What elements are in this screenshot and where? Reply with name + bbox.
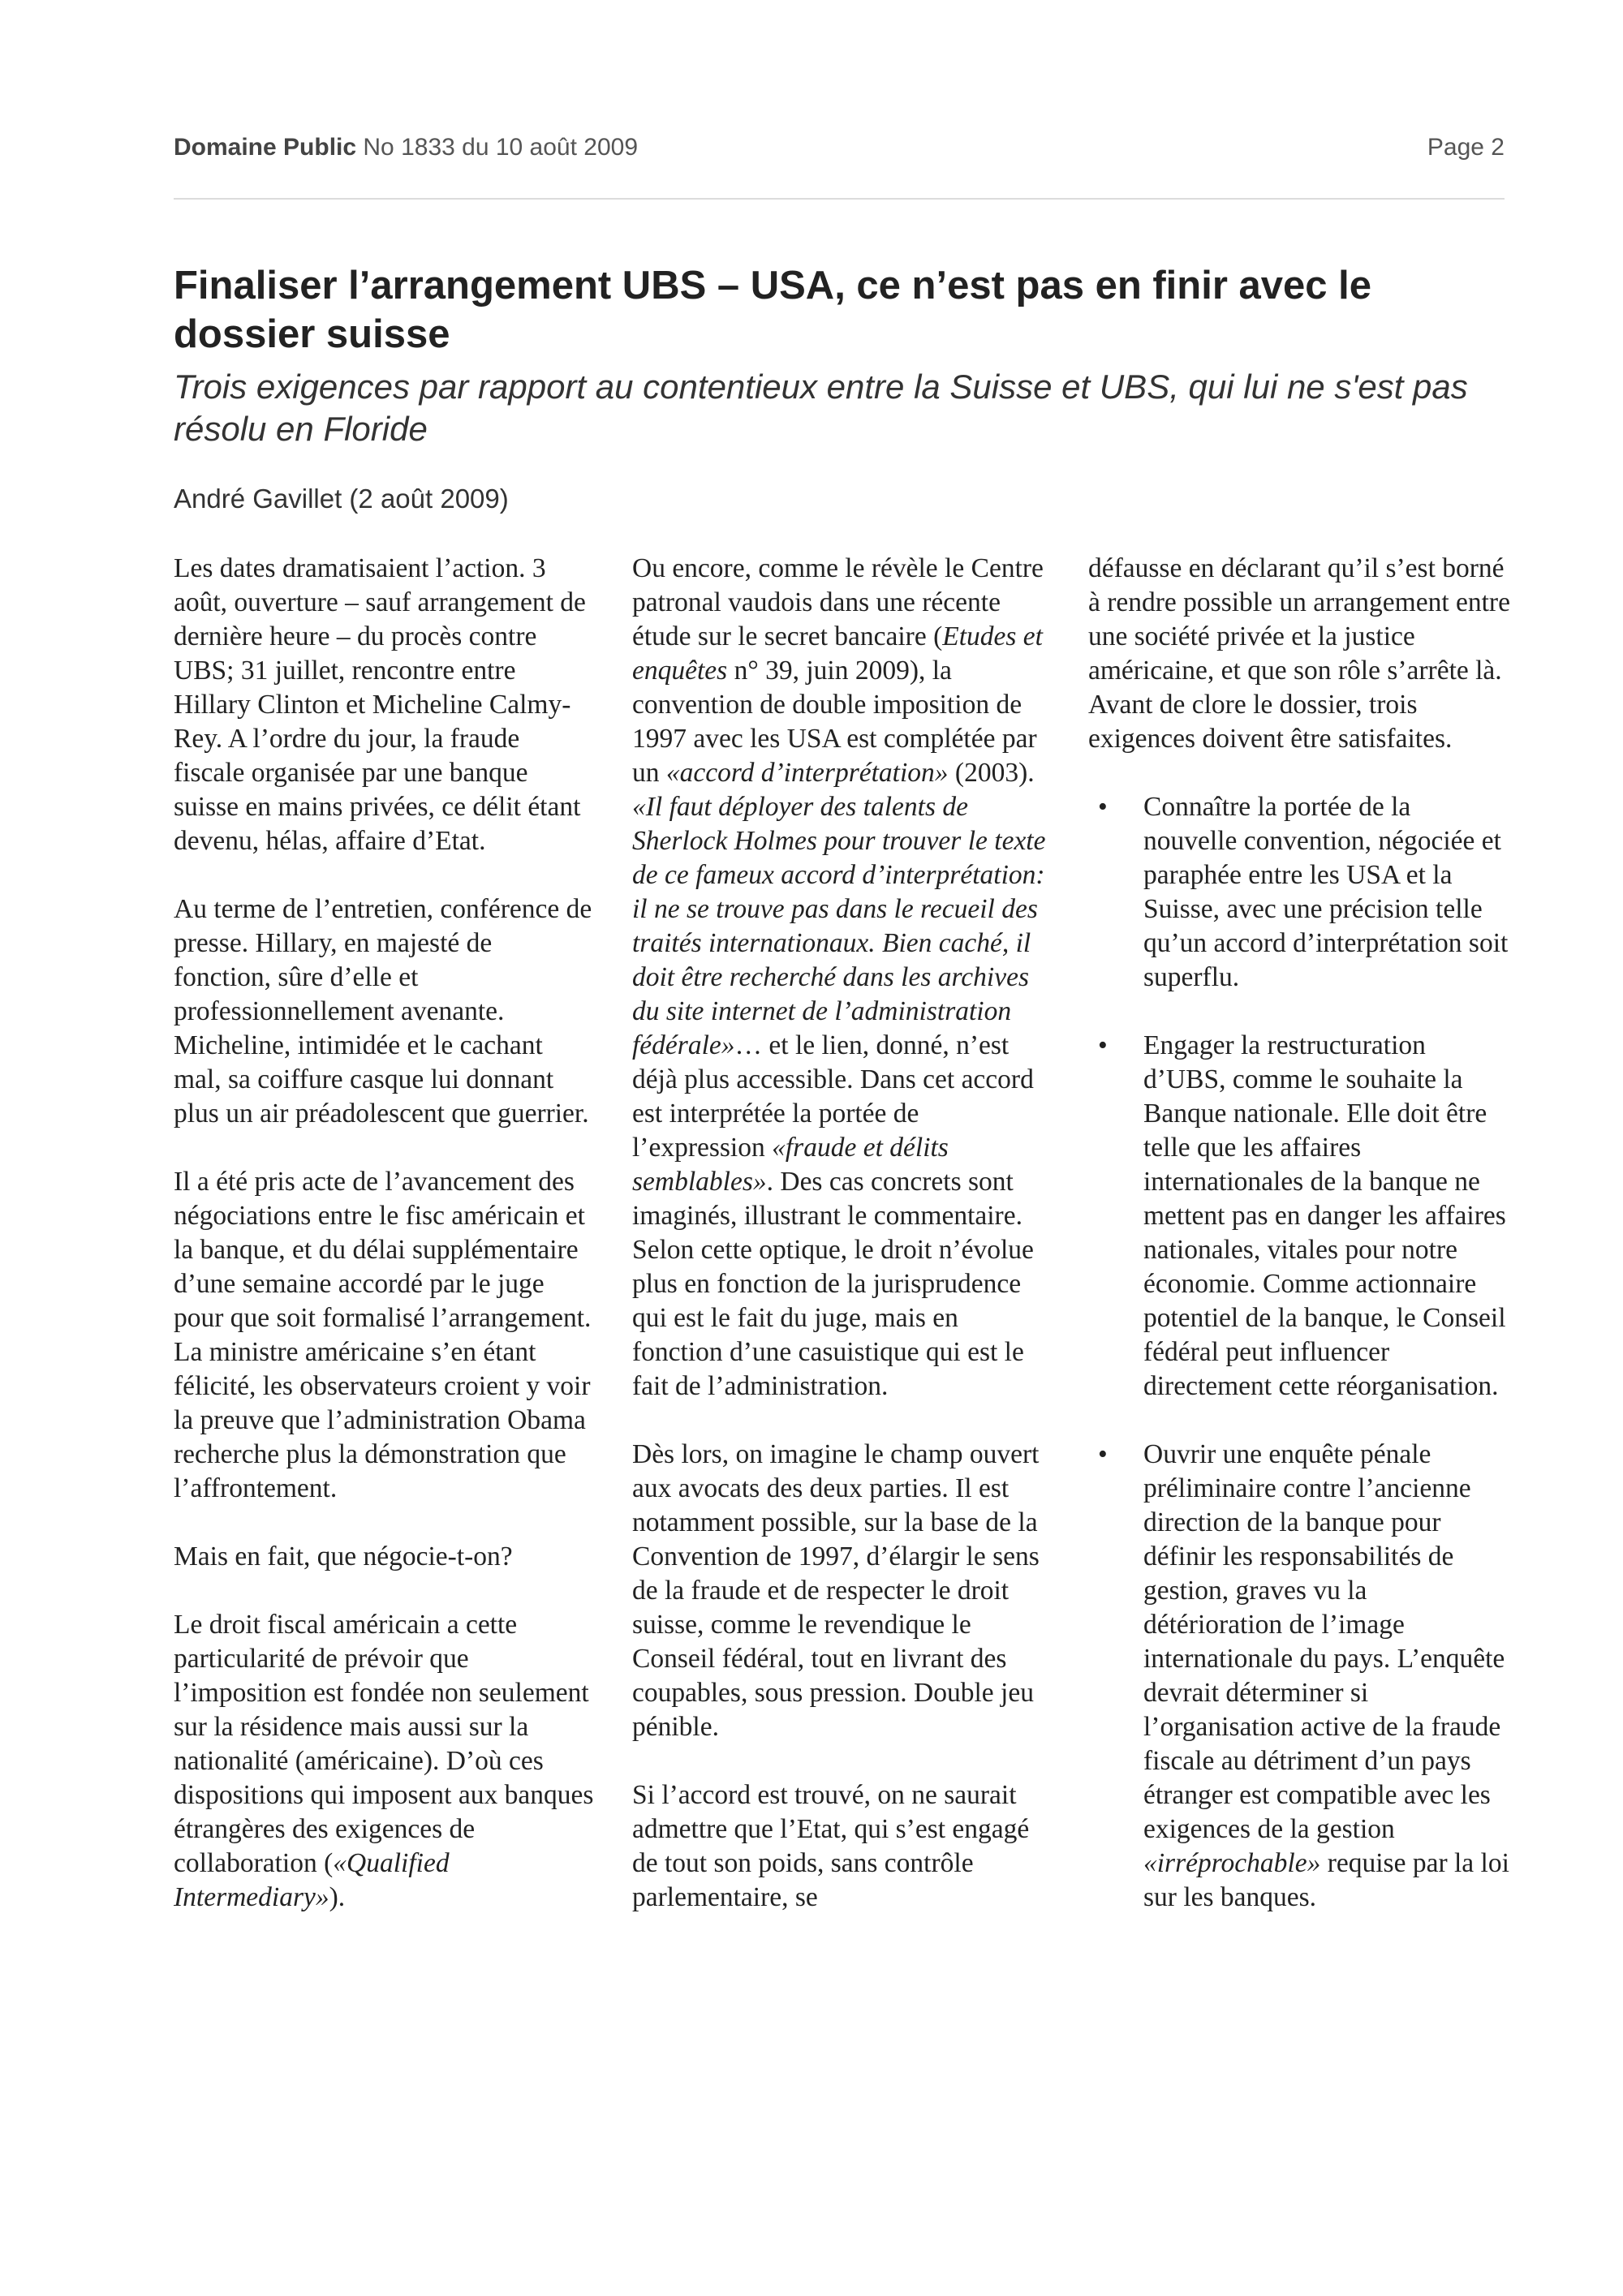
- list-item: [1088, 1438, 1510, 1915]
- paragraph: Il a été pris acte de l’avancement des négociations entre le fisc américain et la banque, et du délai supplémentaire d’une semaine accordé par le juge pour que soit formalisé l’arrangement. La ministre américaine s’en étant félicité, les observateurs croient y voir la preuve que l’administration Obama recherche plus la démonstration que l’affrontement.: [174, 1167, 592, 1503]
- text-run: ).: [329, 1882, 346, 1912]
- list-item-text: Ouvrir une enquête pénale préliminaire contre l’ancienne direction de la banque pour définir les responsabilités de gestion, graves vu la détérioration de l’image internationale du pays. L’enquête devrait déterminer si l’organisation active de la fraude fiscale au détriment d’un pays étranger est compatible avec les exigences de la gestion: [1143, 1439, 1505, 1844]
- emphasis: Etudes et enquêtes: [632, 621, 1043, 686]
- text-column-3: [1088, 552, 1510, 1915]
- issue-info: No 1833 du 10 août 2009: [363, 134, 639, 161]
- text-run: n° 39, juin 2009), la convention de double imposition de 1997 avec les USA est complétée par un: [632, 656, 1037, 788]
- text-run: … et le lien, donné, n’est déjà plus accessible. Dans cet accord est interprétée la portée de l’expression: [632, 1030, 1034, 1163]
- paragraph: Mais en fait, que négocie-t-on?: [174, 1541, 513, 1572]
- list-item: [1088, 790, 1510, 995]
- bullet-icon: •: [1098, 1439, 1108, 1469]
- emphasis: «accord d’interprétation»: [665, 758, 949, 788]
- bullet-icon: •: [1098, 792, 1108, 822]
- text-column-1: [174, 552, 596, 1915]
- paragraph: défausse en déclarant qu’il s’est borné à rendre possible un arrangement entre une société privée et la justice américaine, et que son rôle s’arrête là. Avant de clore le dossier, trois exigences doivent être satisfaites.: [1088, 553, 1510, 754]
- page-header: [174, 134, 1505, 170]
- article-subtitle: Trois exigences par rapport au contentieux entre la Suisse et UBS, qui lui ne s'est pas résolu en Floride: [174, 368, 1468, 448]
- text-run: . Des cas concrets sont imaginés, illustrant le commentaire. Selon cette optique, le droit n’évolue plus en fonction de la jurisprudence qui est le fait du juge, mais en fonction d’une casuistique qui est le fait de l’administration.: [632, 1167, 1034, 1401]
- paragraph: Les dates dramatisaient l’action. 3 août, ouverture – sauf arrangement de dernière heure – du procès contre UBS; 31 juillet, rencontre entre Hillary Clinton et Micheline Calmy-Rey. A l’ordre du jour, la fraude fiscale organisée par une banque suisse en mains privées, ce délit étant devenu, hélas, affaire d’Etat.: [174, 553, 586, 856]
- paragraph: [174, 1608, 596, 1915]
- paragraph: [632, 552, 1054, 1404]
- page-number: Page 2: [1427, 134, 1505, 161]
- text-run: (2003).: [948, 758, 1035, 788]
- article-title: Finaliser l’arrangement UBS – USA, ce n’est pas en finir avec le dossier suisse: [174, 264, 1372, 356]
- emphasis: «Qualified Intermediary»: [174, 1848, 450, 1912]
- header-divider: [174, 198, 1505, 200]
- list-item: [1088, 1029, 1510, 1404]
- list-item-text: Engager la restructuration d’UBS, comme le souhaite la Banque nationale. Elle doit être telle que les affaires internationales de la banque ne mettent pas en danger les affaires nationales, vitales pour notre économie. Comme actionnaire potentiel de la banque, le Conseil fédéral peut influencer directement cette réorganisation.: [1143, 1030, 1506, 1401]
- article-byline: André Gavillet (2 août 2009): [174, 484, 509, 514]
- text-run: Ou encore, comme le révèle le Centre patronal vaudois dans une récente étude sur le secret bancaire (: [632, 553, 1044, 651]
- emphasis: «fraude et délits semblables»: [632, 1133, 949, 1197]
- requirements-list: [1088, 790, 1510, 1915]
- list-item-text: Connaître la portée de la nouvelle convention, négociée et paraphée entre les USA et la Suisse, avec une précision telle qu’un accord d’interprétation soit superflu.: [1143, 792, 1509, 992]
- paragraph: Dès lors, on imagine le champ ouvert aux avocats des deux parties. Il est notamment possible, sur la base de la Convention de 1997, d’élargir le sens de la fraude et de respecter le droit suisse, comme le revendique le Conseil fédéral, tout en livrant des coupables, sous pression. Double jeu pénible.: [632, 1439, 1040, 1742]
- publication-name: Domaine Public: [174, 134, 357, 161]
- text-column-2: [632, 552, 1054, 1915]
- header-left: [174, 134, 638, 161]
- bullet-icon: •: [1098, 1030, 1108, 1060]
- emphasis: «irréprochable»: [1143, 1848, 1321, 1878]
- text-run: Le droit fiscal américain a cette particularité de prévoir que l’imposition est fondée non seulement sur la résidence mais aussi sur la nationalité (américaine). D’où ces dispositions qui imposent aux banques étrangères des exigences de collaboration (: [174, 1610, 594, 1878]
- quotation: «Il faut déployer des talents de Sherlock Holmes pour trouver le texte de ce fameux accord d’interprétation: il ne se trouve pas dans le recueil des traités internationaux. Bien caché, il doit être recherché dans les archives du site internet de l’administration fédérale»: [632, 792, 1046, 1060]
- paragraph: Si l’accord est trouvé, on ne saurait admettre que l’Etat, qui s’est engagé de tout son poids, sans contrôle parlementaire, se: [632, 1780, 1030, 1912]
- text-run: requise par la loi sur les banques.: [1143, 1848, 1509, 1912]
- paragraph: Au terme de l’entretien, conférence de presse. Hillary, en majesté de fonction, sûre d’elle et professionnellement avenante. Micheline, intimidée et le cachant mal, sa coiffure casque lui donnant plus un air préadolescent que guerrier.: [174, 894, 592, 1129]
